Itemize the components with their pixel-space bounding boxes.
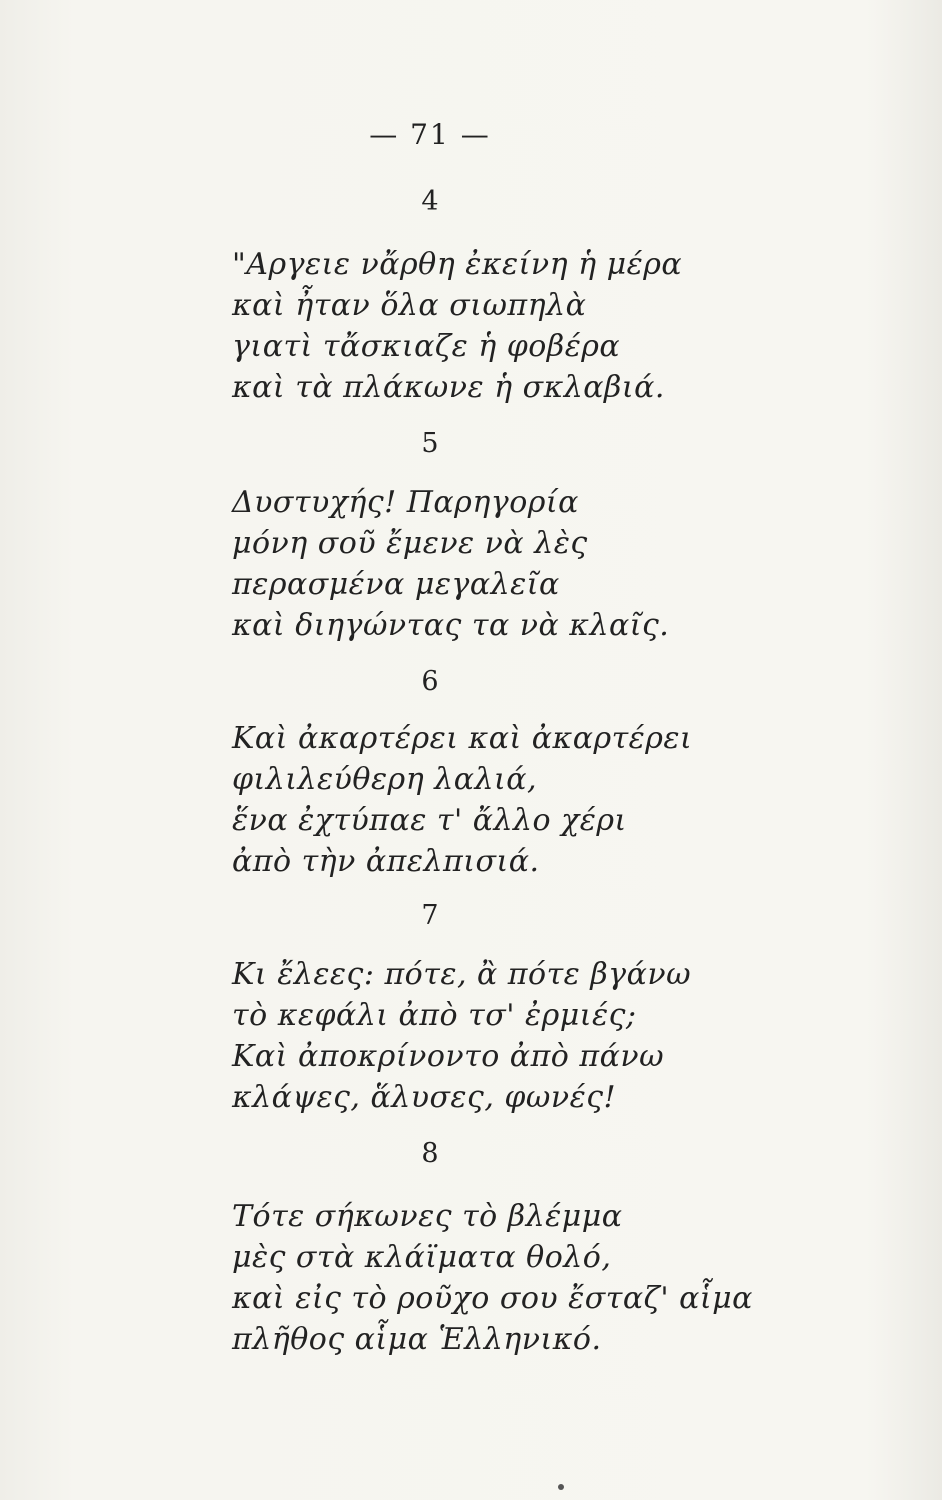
stanza-line: ἀπὸ τὴν ἀπελπισιά. [232, 844, 540, 879]
stanza-number-4: 4 [421, 186, 439, 217]
stanza-line: φιλιλεύθερη λαλιά, [232, 762, 538, 797]
stanza-line: καὶ διηγώντας τα νὰ κλαῖς. [232, 608, 670, 643]
stanza-number-5: 5 [421, 428, 439, 459]
stanza-line: περασμένα μεγαλεῖα [232, 567, 560, 602]
stanza-4 [232, 244, 792, 408]
stanza-7 [232, 954, 792, 1118]
stanza-line: ἕνα ἐχτύπαε τ' ἄλλο χέρι [232, 803, 627, 838]
stanza-line: πλῆθος αἷμα Ἑλληνικό. [232, 1322, 602, 1357]
stanza-line: μόνη σοῦ ἔμενε νὰ λὲς [232, 526, 588, 561]
stanza-line: καὶ εἰς τὸ ροῦχο σου ἔσταζ' αἷμα [232, 1281, 753, 1316]
stanza-line: κλάψες, ἅλυσες, φωνές! [232, 1080, 617, 1115]
stanza-line: Κι ἔλεες: πότε, ἂ πότε βγάνω [232, 957, 692, 992]
stanza-6 [232, 718, 792, 882]
stanza-line: καὶ τὰ πλάκωνε ἡ σκλαβιά. [232, 370, 665, 405]
stanza-line: "Αργειε νἄρθη ἐκείνη ἡ μέρα [232, 247, 683, 282]
stanza-line: Τότε σήκωνες τὸ βλέμμα [232, 1199, 623, 1234]
stanza-line: καὶ ἦταν ὅλα σιωπηλὰ [232, 288, 587, 323]
stanza-line: γιατὶ τἄσκιαζε ἡ φοβέρα [232, 329, 621, 364]
ink-spot [558, 1484, 564, 1490]
stanza-number-7: 7 [421, 900, 439, 931]
stanza-line: Δυστυχής! Παρηγορία [232, 485, 579, 520]
stanza-line: Καὶ ἀποκρίνοντο ἀπὸ πάνω [232, 1039, 665, 1074]
page-number: — 71 — [369, 118, 491, 151]
stanza-line: Καὶ ἀκαρτέρει καὶ ἀκαρτέρει [232, 721, 693, 756]
stanza-8 [232, 1196, 792, 1360]
stanza-number-8: 8 [421, 1138, 439, 1169]
stanza-number-6: 6 [421, 666, 439, 697]
stanza-line: μὲς στὰ κλάϊματα θολό, [232, 1240, 612, 1275]
stanza-5 [232, 482, 792, 646]
stanza-line: τὸ κεφάλι ἀπὸ τσ' ἐρμιές; [232, 998, 637, 1033]
